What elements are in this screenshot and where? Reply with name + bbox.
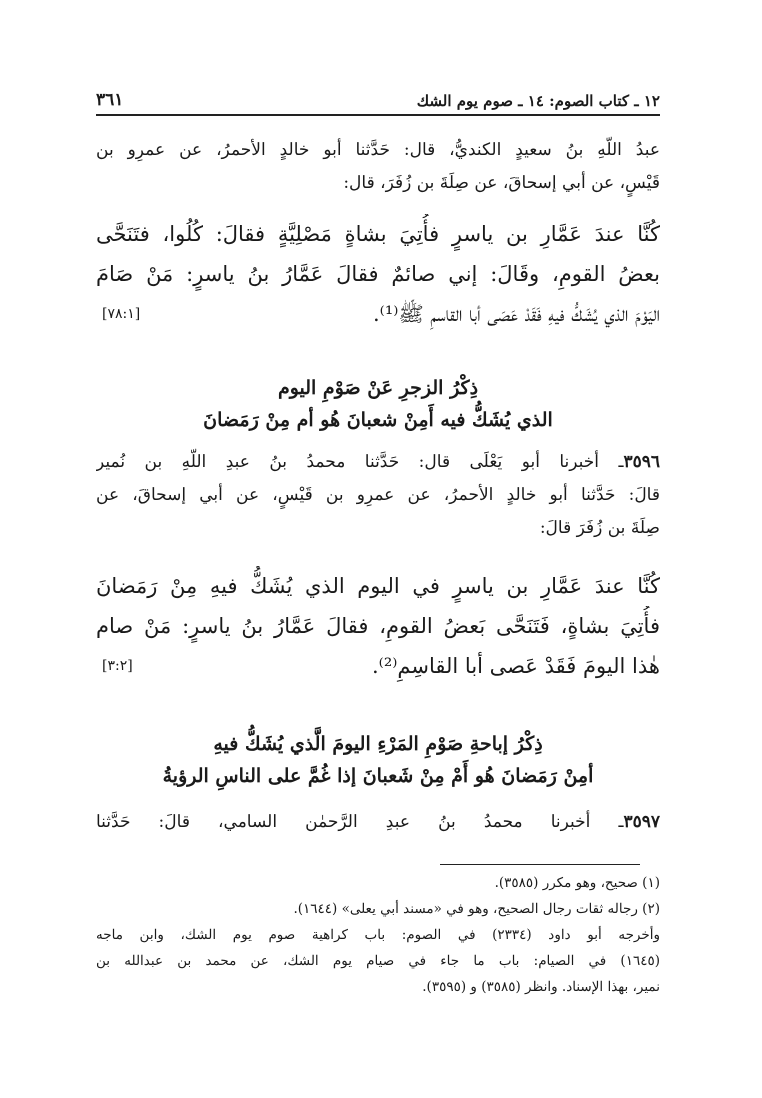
chapter-title: ١٢ ـ كتاب الصوم: ١٤ ـ صوم يوم الشك [416,92,660,110]
hadith-number: ٣٥٩٧ [623,812,660,832]
reference-tag: [٧٨:١] [102,306,141,322]
narration-line: قالَ: حَدَّثنا أبو خالدٍ الأحمرُ، عن عمرِو بن قَيْسٍ، عن أبي إسحاقَ، عن [96,485,660,505]
narration-line-text: ـ أخبرنا محمدُ بنُ عبدِ الرَّحمٰن السامي، قالَ: حَدَّثنا [96,812,624,832]
heading-line: الذي يُشَكُّ فيه أَمِنْ شعبانَ هُو أم مِنْ رَمَضانَ [203,409,553,431]
heading-line: ذِكْرُ الزجرِ عَنْ صَوْمِ اليوم [277,377,479,399]
narration-line [96,446,660,479]
section-heading-2 [96,728,660,792]
hadith-line [96,646,660,686]
footnote-line: (١٦٤٥) في الصيام: باب ما جاء في صيام يوم الشك، عن محمد بن عبدالله بن [96,953,660,969]
top-hadith-text [96,214,660,334]
narration-line: عبدُ اللّهِ بنُ سعيدٍ الكنديُّ، قال: حَدَّثنا أبو خالدٍ الأحمرُ، عن عمرِو بن [96,140,660,160]
section-heading-1 [96,372,660,436]
narration-line [96,806,660,839]
footnote-line: (٢) رجاله ثقات رجال الصحيح، وهو في «مسند أبي يعلى» (١٦٤٤). [293,901,660,917]
hadith-line-text: اليَوْمَ الذي يُشَكُّ فيهِ فَقَدْ عَصَى أبا القاسمِ ﷺ⁽¹⁾. [372,302,660,326]
heading-line: أمِنْ رَمَضانَ هُو أَمْ مِنْ شَعبانَ إذا غُمَّ على الناسِ الرؤيةُ [162,765,594,787]
hadith-line-text: هٰذا اليومَ فَقَدْ عَصى أبا القاسِمِ⁽²⁾. [372,654,660,678]
hadith-3596-narration [96,446,660,545]
hadith-line: كُنَّا عندَ عَمَّارِ بن ياسرٍ في اليوم الذي يُشَكُّ فيهِ مِنْ رَمَضانَ [96,574,660,598]
heading-line: ذِكْرُ إباحةِ صَوْمِ المَرْءِ اليومَ الَّذي يُشَكُّ فيهِ [213,733,543,755]
hadith-line: بعضُ القومِ، وقَالَ: إني صائمٌ فقالَ عَمَّارُ بنُ ياسرٍ: مَنْ صَامَ [96,262,660,286]
narration-line-text: ـ أخبرنا أبو يَعْلَى قال: حَدَّثنا محمدُ بنُ عبدِ اللّهِ بن نُمير [96,452,624,472]
narration-line: صِلَةَ بن زُفَرَ قالَ: [539,518,660,538]
hadith-3597-narration [96,806,660,839]
hadith-line [96,294,660,334]
footnote-line: وأخرجه أبو داود (٢٣٣٤) في الصوم: باب كراهية صوم يوم الشك، وابن ماجه [96,927,660,943]
footnote-separator [440,864,640,865]
running-header [96,80,660,116]
reference-tag: [٣:٢] [102,658,133,674]
top-narration [96,134,660,200]
hadith-number: ٣٥٩٦ [623,452,660,472]
footnote-line: (١) صحيح، وهو مكرر (٣٥٨٥). [494,875,660,891]
footnote-line: نمير، بهذا الإسناد. وانظر (٣٥٨٥) و (٣٥٩٥). [422,979,660,995]
hadith-line: فأُتِيَ بشاةٍ، فَتَنَحَّى بَعضُ القومِ، فقالَ عَمَّارُ بنُ ياسرٍ: مَنْ صام [96,614,660,638]
narration-line: قَيْسٍ، عن أبي إسحاقَ، عن صِلَةَ بن زُفَرَ، قال: [343,173,660,193]
page-number: ٣٦١ [96,90,124,110]
footnotes [96,870,660,1000]
hadith-3596-text [96,566,660,686]
hadith-line: كُنَّا عندَ عَمَّارِ بن ياسرٍ فأُتِيَ بشاةٍ مَصْلِيَّةٍ فقالَ: كُلُوا، فتَنَحَّى [96,222,660,246]
